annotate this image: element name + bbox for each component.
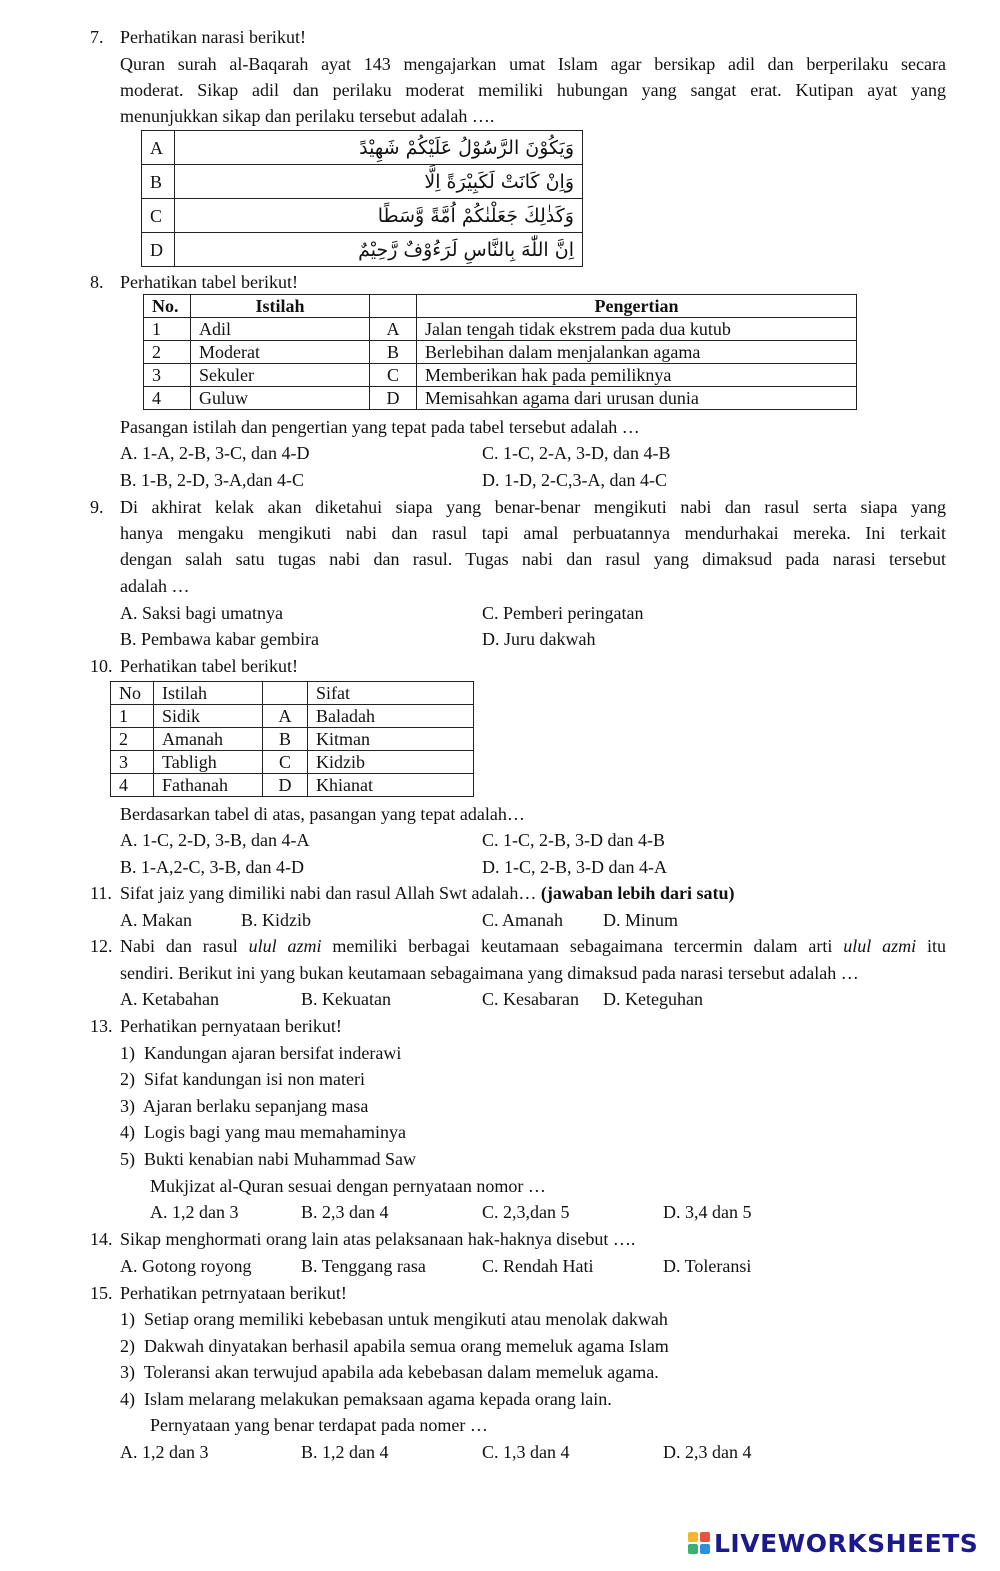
q10-cell-no: 3 [111,751,154,774]
q9-line-2: hanya mengaku mengikuti nabi dan rasul tapi amal perbuatannya mendurhakai mereka. Ini terkait [120,523,946,543]
q10-option-b[interactable]: B. 1-A,2-C, 3-B, dan 4-D [120,857,304,877]
q10-title: Perhatikan tabel berikut! [120,656,298,676]
q8-cell-no: 3 [144,364,191,387]
q11-number: 11. [90,883,112,903]
table-row [111,705,474,728]
q15-item-number: 2) [120,1336,135,1356]
q15-number: 15. [90,1283,113,1303]
q10-table [110,681,474,797]
q12-line-1-post: itu [927,936,947,956]
q10-cell-letter: D [263,774,308,797]
q8-cell-letter: A [370,318,417,341]
q8-header-empty [370,295,417,318]
q13-item-text: Bukti kenabian nabi Muhammad Saw [144,1149,416,1169]
q15-option-d[interactable]: D. 2,3 dan 4 [663,1442,752,1462]
q8-cell-istilah: Sekuler [191,364,370,387]
q15-item-number: 4) [120,1389,135,1409]
q10-cell-istilah: Amanah [154,728,263,751]
q7-option-label: C [142,199,175,233]
q14-option-d[interactable]: D. Toleransi [663,1256,752,1276]
q15-item-text: Dakwah dinyatakan berhasil apabila semua orang memeluk agama Islam [144,1336,669,1356]
q13-question: Mukjizat al-Quran sesuai dengan pernyataan nomor … [150,1176,546,1196]
q8-cell-pengertian: Memisahkan agama dari urusan dunia [417,387,857,410]
q7-option-label: A [142,131,175,165]
q15-item-text: Islam melarang melakukan pemaksaan agama kepada orang lain. [144,1389,612,1409]
q8-cell-no: 1 [144,318,191,341]
table-row [111,728,474,751]
q8-cell-letter: D [370,387,417,410]
q13-number: 13. [90,1016,113,1036]
q8-option-b[interactable]: B. 1-B, 2-D, 3-A,dan 4-C [120,470,304,490]
q13-item-text: Ajaran berlaku sepanjang masa [143,1096,369,1116]
q10-header-empty [263,682,308,705]
q10-cell-sifat: Kidzib [308,751,474,774]
q8-option-c[interactable]: C. 1-C, 2-A, 3-D, dan 4-B [482,443,671,463]
q8-cell-no: 2 [144,341,191,364]
table-row [144,387,857,410]
table-row [111,774,474,797]
q7-option-label: D [142,233,175,267]
q13-item-text: Sifat kandungan isi non materi [144,1069,365,1089]
q8-cell-letter: C [370,364,417,387]
q7-option-label: B [142,165,175,199]
q15-item-text: Toleransi akan terwujud apabila ada kebebasan dalam memeluk agama. [143,1362,659,1382]
q13-item-number: 4) [120,1122,135,1142]
q13-title: Perhatikan pernyataan berikut! [120,1016,342,1036]
q9-option-c[interactable]: C. Pemberi peringatan [482,603,644,623]
q10-header-istilah: Istilah [154,682,263,705]
q13-item-text: Kandungan ajaran bersifat inderawi [144,1043,402,1063]
q15-option-c[interactable]: C. 1,3 dan 4 [482,1442,570,1462]
q13-item-text: Logis bagi yang mau memahaminya [144,1122,406,1142]
table-row [144,364,857,387]
list-item [120,1335,669,1357]
q9-option-a[interactable]: A. Saksi bagi umatnya [120,603,283,623]
q15-item-number: 1) [120,1309,135,1329]
list-item [120,1068,365,1090]
q10-option-a[interactable]: A. 1-C, 2-D, 3-B, dan 4-A [120,830,310,850]
q7-line-1: Quran surah al-Baqarah ayat 143 mengajarkan umat Islam agar bersikap adil dan berperilaku secara [120,54,946,74]
q9-line-3: dengan salah satu tugas nabi dan rasul. Tugas nabi dan rasul yang dimaksud pada narasi tersebut [120,549,946,569]
q8-cell-istilah: Moderat [191,341,370,364]
list-item [120,1121,406,1143]
q8-cell-istilah: Adil [191,318,370,341]
q11-text-line [120,882,734,904]
q14-text: Sikap menghormati orang lain atas pelaksanaan hak-haknya disebut …. [120,1229,636,1249]
q10-cell-no: 4 [111,774,154,797]
q9-line-1: Di akhirat kelak akan diketahui siapa yang benar-benar mengikuti nabi dan rasul serta siapa yang [120,497,946,517]
q13-item-number: 1) [120,1043,135,1063]
q8-table [143,294,857,410]
q11-option-b[interactable]: B. Kidzib [241,910,311,930]
q15-title: Perhatikan petrnyataan berikut! [120,1283,347,1303]
q11-option-d[interactable]: D. Minum [603,910,679,930]
q8-cell-pengertian: Berlebihan dalam menjalankan agama [417,341,857,364]
q12-line-1-mid: memiliki berbagai keutamaan sebagaimana tercermin dalam arti [332,936,833,956]
q9-number: 9. [90,497,104,517]
liveworksheets-logo-icon [688,1532,710,1554]
q12-line-1 [120,935,946,957]
q9-option-b[interactable]: B. Pembawa kabar gembira [120,629,319,649]
list-item [120,1042,401,1064]
q15-item-number: 3) [120,1362,135,1382]
q8-option-d[interactable]: D. 1-D, 2-C,3-A, dan 4-C [482,470,667,490]
q10-cell-letter: A [263,705,308,728]
table-row [144,318,857,341]
q10-cell-letter: B [263,728,308,751]
q15-question: Pernyataan yang benar terdapat pada nomer … [150,1415,488,1435]
q10-cell-sifat: Kitman [308,728,474,751]
q13-option-c[interactable]: C. 2,3,dan 5 [482,1202,570,1222]
q10-cell-sifat: Baladah [308,705,474,728]
q14-option-a[interactable]: A. Gotong royong [120,1256,252,1276]
q12-option-d[interactable]: D. Keteguhan [603,989,703,1009]
q13-item-number: 2) [120,1069,135,1089]
q12-line-2: sendiri. Berikut ini yang bukan keutamaan sebagaimana yang dimaksud pada narasi tersebut adalah … [120,963,859,983]
table-row [111,751,474,774]
q10-header-sifat: Sifat [308,682,474,705]
q12-line-1-pre: Nabi dan rasul [120,936,238,956]
list-item [120,1308,668,1330]
q13-item-number: 3) [120,1096,135,1116]
q10-cell-istilah: Fathanah [154,774,263,797]
q9-line-4: adalah … [120,576,190,596]
q8-header-no: No. [144,295,191,318]
q10-cell-no: 1 [111,705,154,728]
q7-option-text: وَكَذٰلِكَ جَعَلْنٰكُمْ اُمَّةً وَّسَطًا [175,199,583,233]
q10-number: 10. [90,656,113,676]
q8-header-pengertian: Pengertian [417,295,857,318]
q7-number: 7. [90,27,104,47]
q10-cell-letter: C [263,751,308,774]
q11-note: (jawaban lebih dari satu) [540,883,735,903]
list-item [120,1361,659,1383]
q8-cell-istilah: Guluw [191,387,370,410]
q9-option-d[interactable]: D. Juru dakwah [482,629,596,649]
q7-options-table [141,130,583,267]
table-row [144,341,857,364]
q8-cell-letter: B [370,341,417,364]
q11-text: Sifat jaiz yang dimiliki nabi dan rasul Allah Swt adalah… [120,883,537,903]
q11-option-a[interactable]: A. Makan [120,910,192,930]
q12-option-a[interactable]: A. Ketabahan [120,989,219,1009]
q10-header-no: No [111,682,154,705]
q8-title: Perhatikan tabel berikut! [120,272,298,292]
q7-option-row[interactable] [142,233,583,267]
q7-title: Perhatikan narasi berikut! [120,27,306,47]
q12-number: 12. [90,936,113,956]
q8-cell-pengertian: Memberikan hak pada pemiliknya [417,364,857,387]
q14-number: 14. [90,1229,113,1249]
q7-line-3: menunjukkan sikap dan perilaku tersebut adalah …. [120,106,495,126]
q14-option-b[interactable]: B. Tenggang rasa [301,1256,426,1276]
q8-number: 8. [90,272,104,292]
q10-option-c[interactable]: C. 1-C, 2-B, 3-D dan 4-B [482,830,665,850]
q13-option-d[interactable]: D. 3,4 dan 5 [663,1202,752,1222]
q11-option-c[interactable]: C. Amanah [482,910,563,930]
q7-option-text: وَيَكُوْنَ الرَّسُوْلُ عَلَيْكُمْ شَهِيْدً [175,131,583,165]
q7-option-row[interactable] [142,199,583,233]
q7-option-text: اِنَّ اللّٰهَ بِالنَّاسِ لَرَءُوْفٌ رَّحِيْمٌ [175,233,583,267]
q8-table-header [144,295,857,318]
q10-cell-istilah: Sidik [154,705,263,728]
q7-option-text: وَاِنْ كَانَتْ لَكَبِيْرَةً اِلَّا [175,165,583,199]
q10-table-header [111,682,474,705]
q13-option-b[interactable]: B. 2,3 dan 4 [301,1202,389,1222]
q10-cell-istilah: Tabligh [154,751,263,774]
liveworksheets-logo-text: LIVEWORKSHEETS [714,1528,979,1558]
q8-header-istilah: Istilah [191,295,370,318]
q8-cell-pengertian: Jalan tengah tidak ekstrem pada dua kutub [417,318,857,341]
q15-item-text: Setiap orang memiliki kebebasan untuk mengikuti atau menolak dakwah [144,1309,668,1329]
list-item [120,1148,416,1170]
q12-term-ulul-azmi: ulul azmi [248,936,322,956]
q10-option-d[interactable]: D. 1-C, 2-B, 3-D dan 4-A [482,857,667,877]
q13-item-number: 5) [120,1149,135,1169]
q10-cell-sifat: Khianat [308,774,474,797]
q15-option-a[interactable]: A. 1,2 dan 3 [120,1442,209,1462]
list-item [120,1388,612,1410]
q7-option-row[interactable] [142,131,583,165]
q8-question: Pasangan istilah dan pengertian yang tepat pada tabel tersebut adalah … [120,417,640,437]
q12-option-b[interactable]: B. Kekuatan [301,989,391,1009]
q7-option-row[interactable] [142,165,583,199]
q8-option-a[interactable]: A. 1-A, 2-B, 3-C, dan 4-D [120,443,310,463]
q10-cell-no: 2 [111,728,154,751]
q13-option-a[interactable]: A. 1,2 dan 3 [150,1202,239,1222]
list-item [120,1095,368,1117]
q12-option-c[interactable]: C. Kesabaran [482,989,579,1009]
q14-option-c[interactable]: C. Rendah Hati [482,1256,594,1276]
q8-cell-no: 4 [144,387,191,410]
q15-option-b[interactable]: B. 1,2 dan 4 [301,1442,389,1462]
liveworksheets-logo [688,1528,978,1558]
q10-question: Berdasarkan tabel di atas, pasangan yang tepat adalah… [120,804,525,824]
q12-term-ulul-azmi-2: ulul azmi [843,936,917,956]
q7-line-2: moderat. Sikap adil dan perilaku moderat memiliki hubungan yang sangat erat. Kutipan ayat yang [120,80,946,100]
